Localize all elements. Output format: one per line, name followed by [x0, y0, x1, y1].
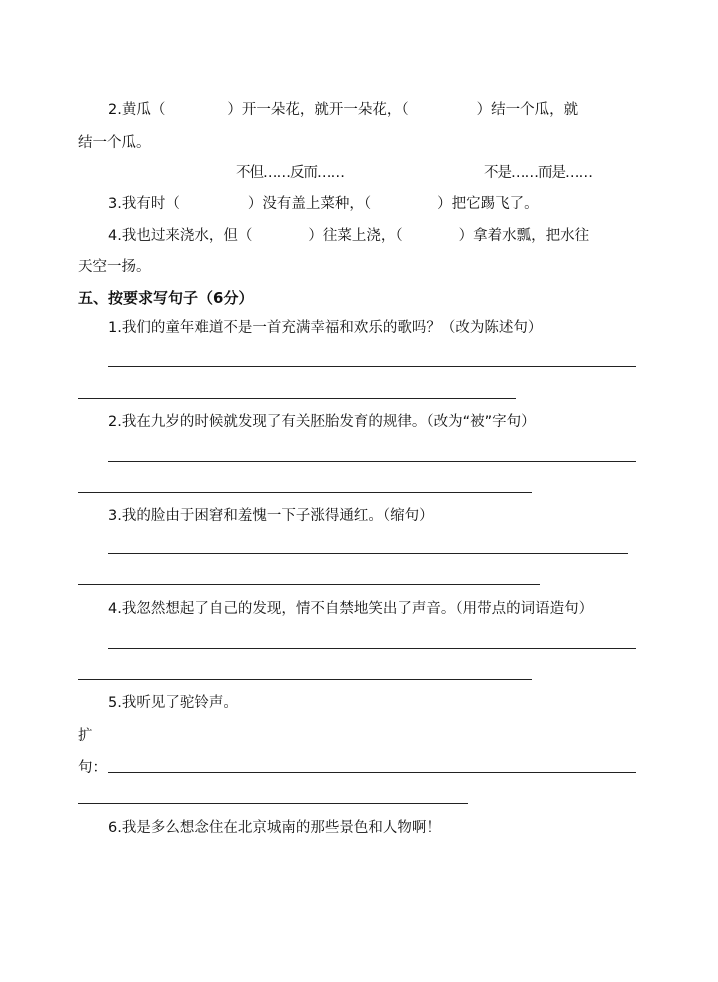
kuo-label-char: 扩: [78, 728, 93, 744]
q2-part1: 2.黄瓜（: [108, 102, 166, 118]
q2-line2: 结一个瓜。: [78, 135, 151, 151]
answer-line-1b[interactable]: [78, 398, 516, 399]
answer-line-2b[interactable]: [78, 492, 532, 493]
s5-item-2: 2.我在九岁的时候就发现了有关胚胎发育的规律。（改为“被”字句）: [108, 414, 536, 430]
q3-part1: 3.我有时（: [108, 196, 180, 212]
q4-line1: [108, 226, 589, 246]
s5-item-5: 5.我听见了驼铃声。: [108, 695, 238, 711]
q3-part2: ）没有盖上菜种，（: [247, 196, 372, 212]
answer-line-3a[interactable]: [108, 553, 628, 554]
kuo-label-ju: 句：: [78, 760, 107, 776]
q4-part3: ）拿着水瓢，把水往: [458, 228, 590, 244]
answer-line-2a[interactable]: [108, 461, 636, 462]
option-budan-faner: 不但……反而……: [236, 165, 344, 181]
q2-part3: ）结一个瓜，就: [476, 102, 579, 118]
q2-line1: [108, 100, 578, 120]
q3-part3: ）把它踢飞了。: [437, 196, 539, 212]
s5-item-6: 6.我是多么想念住在北京城南的那些景色和人物啊！: [108, 820, 441, 836]
answer-line-3b[interactable]: [78, 584, 540, 585]
q3-line: [108, 194, 539, 214]
s5-item-4: 4.我忽然想起了自己的发现，情不自禁地笑出了声音。（用带点的词语造句）: [108, 601, 594, 617]
answer-line-4a[interactable]: [108, 648, 636, 649]
q4-part2: ）往菜上浇，（: [308, 228, 403, 244]
q4-part1: 4.我也过来浇水，但（: [108, 228, 253, 244]
answer-line-1a[interactable]: [108, 366, 636, 367]
q2-part2: ）开一朵花，就开一朵花，（: [227, 102, 409, 118]
answer-line-4b[interactable]: [78, 679, 532, 680]
answer-line-5b[interactable]: [78, 803, 468, 804]
answer-line-5a[interactable]: [108, 772, 636, 773]
q4-line2: 天空一扬。: [78, 259, 151, 275]
s5-item-3: 3.我的脸由于困窘和羞愧一下子涨得通红。（缩句）: [108, 508, 434, 524]
option-bushi-ershi: 不是……而是……: [484, 165, 592, 181]
s5-item-1: 1.我们的童年难道不是一首充满幸福和欢乐的歌吗？（改为陈述句）: [108, 320, 543, 336]
section5-heading: 五、按要求写句子（6分）: [78, 289, 254, 307]
